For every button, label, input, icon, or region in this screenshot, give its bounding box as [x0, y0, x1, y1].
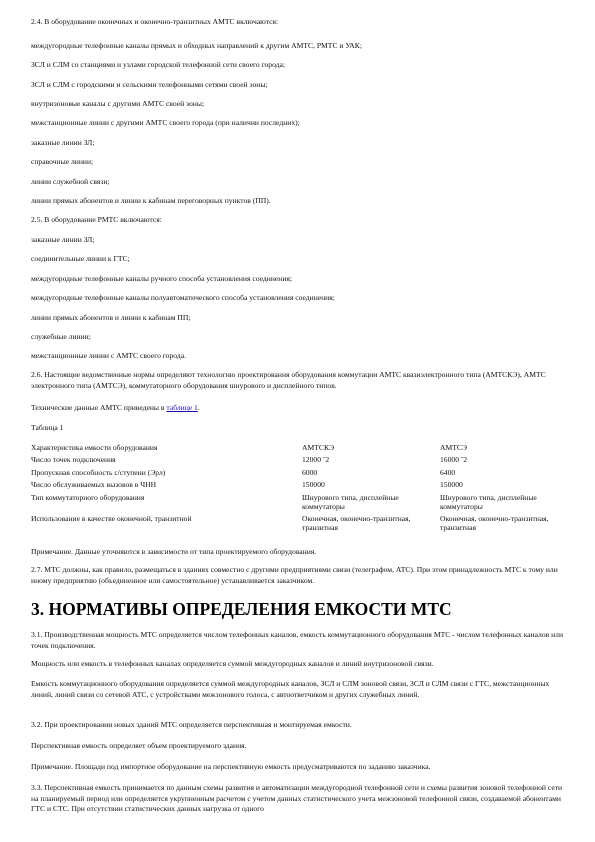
para-3-2: 3.2. При проектировании новых зданий МТС определяется перспективная и монтируемая емкости. [31, 720, 352, 729]
para-2-5-title: 2.5. В оборудование РМТС включаются: [31, 215, 162, 224]
paragraph: междугородные телефонные каналы полуавтоматического способа установления соединения; [31, 293, 335, 302]
paragraph: междугородные телефонные каналы ручного способа установления соединения; [31, 274, 292, 283]
table-cell: Шнурового типа, дисплейные коммутаторы [302, 492, 399, 512]
para-2-7: 2.7. МТС должны, как правило, размещаться в зданиях совместно с другими предприятиями связи (телеграфом, АТС). При этом принадлежность МТС к тому или иному предприятию (объединенное или самостоятельное) устанавливается заказчиком. [31, 565, 558, 585]
paragraph: заказные линии ЗЛ; [31, 138, 95, 147]
table-header: АМТСЭ [440, 443, 467, 452]
para-2-4-title: 2.4. В оборудование оконечных и оконечно-транзитных АМТС включаются: [31, 17, 279, 26]
paragraph: межстанционные линии с другими АМТС своего города (при наличии последних); [31, 118, 300, 127]
table-row [31, 480, 571, 492]
paragraph: междугородные телефонные каналы прямых и обходных направлений к другим АМТС, РМТС и УАК; [31, 41, 362, 50]
paragraph: внутризоновые каналы с другими АМТС своей зоны; [31, 99, 205, 108]
table-cell: 150000 [440, 480, 463, 490]
table-note: Примечание. Данные уточняются в зависимости от типа проектируемого оборудования. [31, 547, 317, 556]
table-cell: Число обслуживаемых вызовов в ЧНН [31, 480, 157, 490]
table-cell: Тип коммутаторного оборудования [31, 492, 145, 502]
tech-data-suffix: . [197, 403, 200, 412]
table-cell: Пропускная способность с/ступени (Эрл) [31, 467, 166, 477]
table-row [31, 455, 571, 467]
paragraph: линии служебной связи; [31, 177, 110, 186]
table-cell: Число точек подключения [31, 455, 116, 465]
table-cell: Шнурового типа, дисплейные коммутаторы [440, 492, 537, 512]
paragraph: справочные линии; [31, 157, 94, 166]
table-cell: 6400 [440, 467, 456, 477]
table-cell: 150000 [302, 480, 325, 490]
paragraph: межстанционные линии с АМТС своего города. [31, 351, 186, 360]
paragraph: Перспективная емкость определяет объем проектируемого здания. [31, 741, 247, 750]
para-3-1: 3.1. Производственная мощность МТС определяется числом телефонных каналов, емкость коммутационного оборудования МТС - числом телефонных каналов или точек подключения. [31, 630, 564, 650]
para-2-6: 2.6. Настоящие ведомственные нормы определяют технологию проектирования оборудования коммутации АМТС квазиэлектронного типа (АМТСКЭ), АМТС электронного типа (АМТСЭ), коммутаторного оборудования шнурового и дисплейного типов. [31, 370, 546, 390]
table-cell: 12000 ˆ2 [302, 455, 330, 465]
table-row [31, 493, 571, 514]
table-cell: 16000 ˆ2 [440, 455, 468, 465]
paragraph: линии прямых абонентов и линии к кабинам ПП; [31, 313, 191, 322]
table-cell: Оконечная, оконечно-транзитная, транзитная [440, 513, 549, 533]
table-cell: Использование в качестве оконечной, транзитной [31, 513, 192, 523]
table-row [31, 468, 571, 480]
section-3-heading: 3. НОРМАТИВЫ ОПРЕДЕЛЕНИЯ ЕМКОСТИ МТС [31, 599, 452, 619]
paragraph: служебные линии; [31, 332, 91, 341]
table-caption: Таблица 1 [31, 423, 64, 432]
paragraph: линии прямых абонентов и линии к кабинам переговорных пунктов (ПП). [31, 196, 271, 205]
amts-table [31, 443, 571, 535]
table-1-link[interactable]: таблице 1 [166, 403, 198, 412]
table-header: Характеристика емкости оборудования [31, 443, 158, 452]
para-3-3: 3.3. Перспективная емкость принимается по данным схемы развития и автоматизации междугородной телефонной сети и схемы развития зоновой телефонной сети на планируемый период или определяется укрупненным расчетом с учетом данных статистического учета межзоновой телефонной связи, создаваемой абонентами ГТС и СТС. При отсутствии статистических данных нагрузка от одного [31, 783, 563, 814]
paragraph: ЗСЛ и СЛМ со станциями и узлами городской телефонной сети своего города; [31, 60, 286, 69]
paragraph: соединительные линии к ГТС; [31, 254, 130, 263]
paragraph: Емкость коммутационного оборудования определяется суммой междугородных каналов, ЗСЛ и СЛМ зоновой связи, ЗСЛ и СЛМ связи с ГТС, межстанционных линий, линий связи со сетевой АТС, с устройствами межзонового голоса, с автоответчиком и других служебных линий. [31, 679, 550, 699]
paragraph: Примечание. Площади под импортное оборудование на перспективную емкость предусматриваются по заданию заказчика. [31, 762, 431, 771]
tech-data-prefix: Технические данные АМТС приведены в [31, 403, 167, 412]
table-header-row [31, 443, 571, 455]
table-cell: Оконечная, оконечно-транзитная, транзитная [302, 513, 411, 533]
paragraph: заказные линии ЗЛ; [31, 235, 95, 244]
paragraph: Мощность или емкость в телефонных каналах определяется суммой междугородных каналов и линий внутризоновой связи. [31, 659, 434, 668]
table-header: АМТСКЭ [302, 443, 335, 452]
table-row [31, 514, 571, 535]
table-cell: 6000 [302, 467, 318, 477]
paragraph: ЗСЛ и СЛМ с городскими и сельскими телефонными сетями своей зоны; [31, 80, 268, 89]
tech-data-sentence [31, 403, 571, 414]
